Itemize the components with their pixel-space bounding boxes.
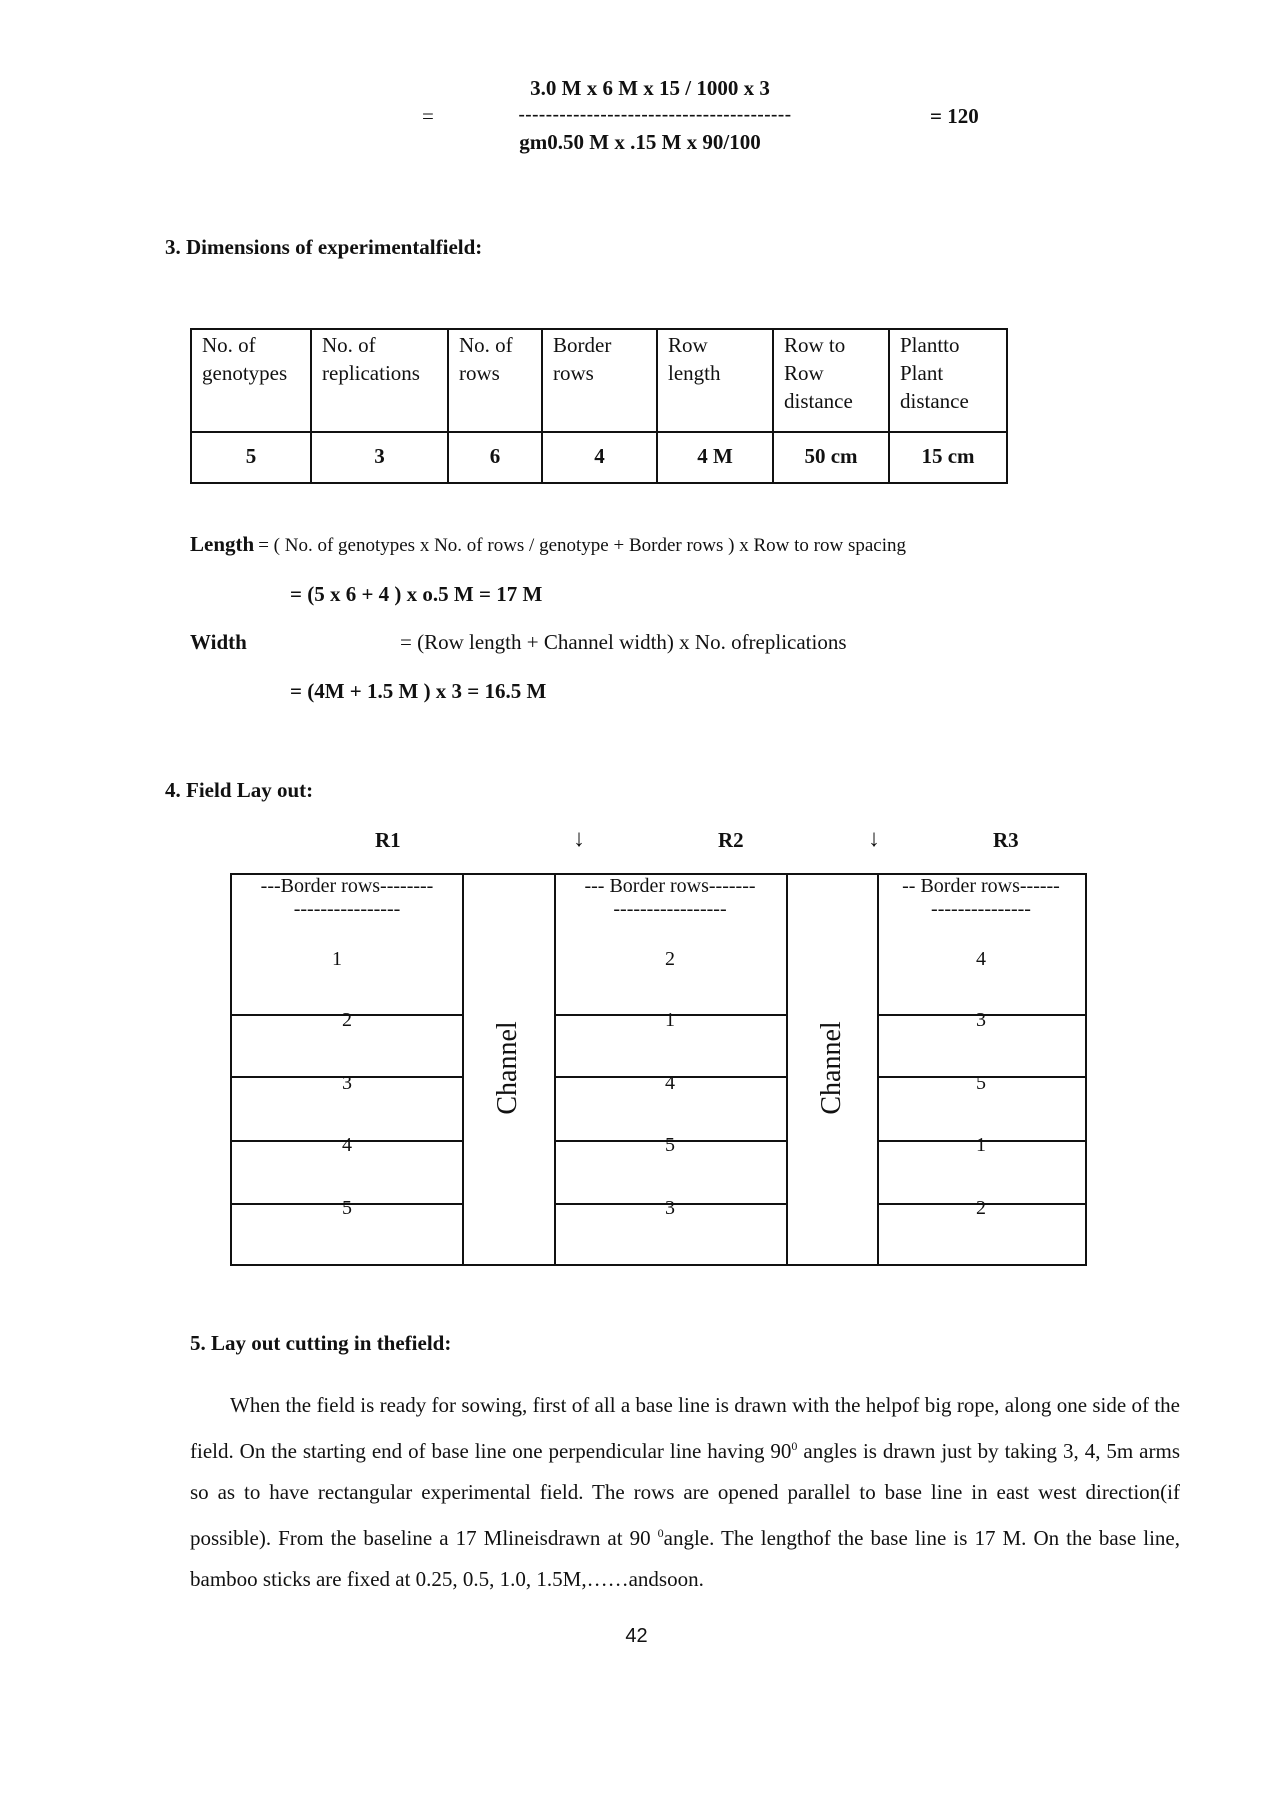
- header-line: Border: [553, 333, 612, 357]
- value-cell: 3: [311, 432, 448, 483]
- plot-r1: 1: [332, 948, 342, 970]
- border-rows-r1: [232, 875, 462, 921]
- plot-r1: 4: [342, 1134, 352, 1156]
- border-rows-line: ----------------: [293, 898, 401, 920]
- channel-label: Channel: [816, 1021, 847, 1115]
- replication-label-r2: R2: [718, 828, 744, 852]
- header-line: replications: [322, 361, 420, 385]
- value-cell: 4: [542, 432, 657, 483]
- header-line: No. of: [322, 333, 376, 357]
- formula-equals: =: [422, 104, 434, 128]
- replication-label-r3: R3: [993, 828, 1019, 852]
- header-line: rows: [459, 361, 500, 385]
- paragraph-text: angles is drawn just by taking 3, 4, 5m arms so as to have rectangular experimental field. The rows are opened parallel to base line in east west direction(if possible). From the baseline a 17 Mlineisdrawn at 90: [190, 1439, 1180, 1550]
- border-rows-line: --- Border rows-------: [584, 875, 756, 897]
- border-rows-line: ---------------: [931, 898, 1031, 920]
- header-line: Plantto: [900, 333, 960, 357]
- plot-r1: 2: [342, 1009, 352, 1031]
- header-cell: [311, 329, 448, 432]
- channel-label: Channel: [492, 1021, 523, 1115]
- border-rows-r2: [554, 875, 786, 921]
- formula-result: = 120: [930, 104, 979, 128]
- border-rows-line: -----------------: [613, 898, 727, 920]
- header-line: Row to: [784, 333, 846, 357]
- header-line: rows: [553, 361, 594, 385]
- header-line: Row: [784, 361, 824, 385]
- plot-r1: 3: [342, 1072, 352, 1094]
- section3-heading: 3. Dimensions of experimentalfield:: [165, 235, 483, 259]
- width-label: Width: [190, 630, 247, 654]
- header-line: genotypes: [202, 361, 288, 385]
- header-cell: [542, 329, 657, 432]
- value-cell: 6: [448, 432, 542, 483]
- length-calculation: = (5 x 6 + 4 ) x o.5 M = 17 M: [290, 582, 543, 606]
- header-cell: [889, 329, 1007, 432]
- header-line: No. of: [202, 333, 256, 357]
- plot-r2: 2: [665, 948, 675, 970]
- length-label: Length: [190, 532, 255, 556]
- border-rows-r3: [877, 875, 1085, 921]
- value-cell: 50 cm: [773, 432, 889, 483]
- width-calculation: = (4M + 1.5 M ) x 3 = 16.5 M: [290, 679, 547, 703]
- value-cell: 4 M: [657, 432, 773, 483]
- plot-r1: 5: [342, 1197, 352, 1219]
- paragraph-text: When the field is ready for sowing, first of all a base line is drawn with the helpof big rope, along one side of the field. On the starting end of base line one perpendicular line having 90: [190, 1393, 1180, 1463]
- width-description: = (Row length + Channel width) x No. ofreplications: [400, 630, 847, 654]
- formula-denominator: gm0.50 M x .15 M x 90/100: [519, 130, 761, 154]
- dimensions-table: [190, 328, 1008, 484]
- header-line: Plant: [900, 361, 944, 385]
- plot-r2: 4: [665, 1072, 675, 1094]
- paragraph-text: angle. The lengthof the base line is 17 M. On the base line, bamboo sticks are fixed at 0.25, 0.5, 1.0, 1.5M,……andsoon.: [190, 1526, 1180, 1591]
- plot-r3: 4: [976, 948, 986, 970]
- border-rows-line: -- Border rows------: [902, 875, 1060, 897]
- table-value-row: [191, 432, 1007, 483]
- section5-heading: 5. Lay out cutting in thefield:: [190, 1331, 452, 1355]
- plot-r3: 3: [976, 1009, 986, 1031]
- header-cell: [773, 329, 889, 432]
- header-line: No. of: [459, 333, 513, 357]
- plot-r3: 2: [976, 1197, 986, 1219]
- plot-r2: 3: [665, 1197, 675, 1219]
- header-cell: [191, 329, 311, 432]
- superscript: 0: [791, 1439, 798, 1453]
- formula-numerator: 3.0 M x 6 M x 15 / 1000 x 3: [530, 76, 770, 100]
- formula-divider: ----------------------------------------: [518, 104, 792, 125]
- length-description: = ( No. of genotypes x No. of rows / genotype + Border rows ) x Row to row spacing: [258, 535, 906, 556]
- value-cell: 5: [191, 432, 311, 483]
- plot-r3: 5: [976, 1072, 986, 1094]
- value-cell: 15 cm: [889, 432, 1007, 483]
- header-line: Row: [668, 333, 708, 357]
- header-cell: [657, 329, 773, 432]
- header-line: distance: [900, 389, 969, 413]
- table-header-row: [191, 329, 1007, 432]
- header-line: length: [668, 361, 721, 385]
- length-formula: [190, 532, 906, 557]
- header-cell: [448, 329, 542, 432]
- plot-r2: 5: [665, 1134, 675, 1156]
- superscript: 0: [657, 1526, 664, 1540]
- field-layout-diagram: [230, 873, 1087, 1266]
- arrow-down-icon: ↓: [573, 826, 585, 852]
- replication-label-r1: R1: [375, 828, 401, 852]
- page-number: 42: [625, 1625, 648, 1647]
- section5-paragraph: [190, 1385, 1180, 1600]
- divider: [786, 875, 788, 1264]
- header-line: distance: [784, 389, 853, 413]
- border-rows-line: ---Border rows--------: [260, 875, 434, 897]
- plot-r3: 1: [976, 1134, 986, 1156]
- plot-r2: 1: [665, 1009, 675, 1031]
- arrow-down-icon: ↓: [868, 826, 880, 852]
- divider: [462, 875, 464, 1264]
- section4-heading: 4. Field Lay out:: [165, 778, 314, 802]
